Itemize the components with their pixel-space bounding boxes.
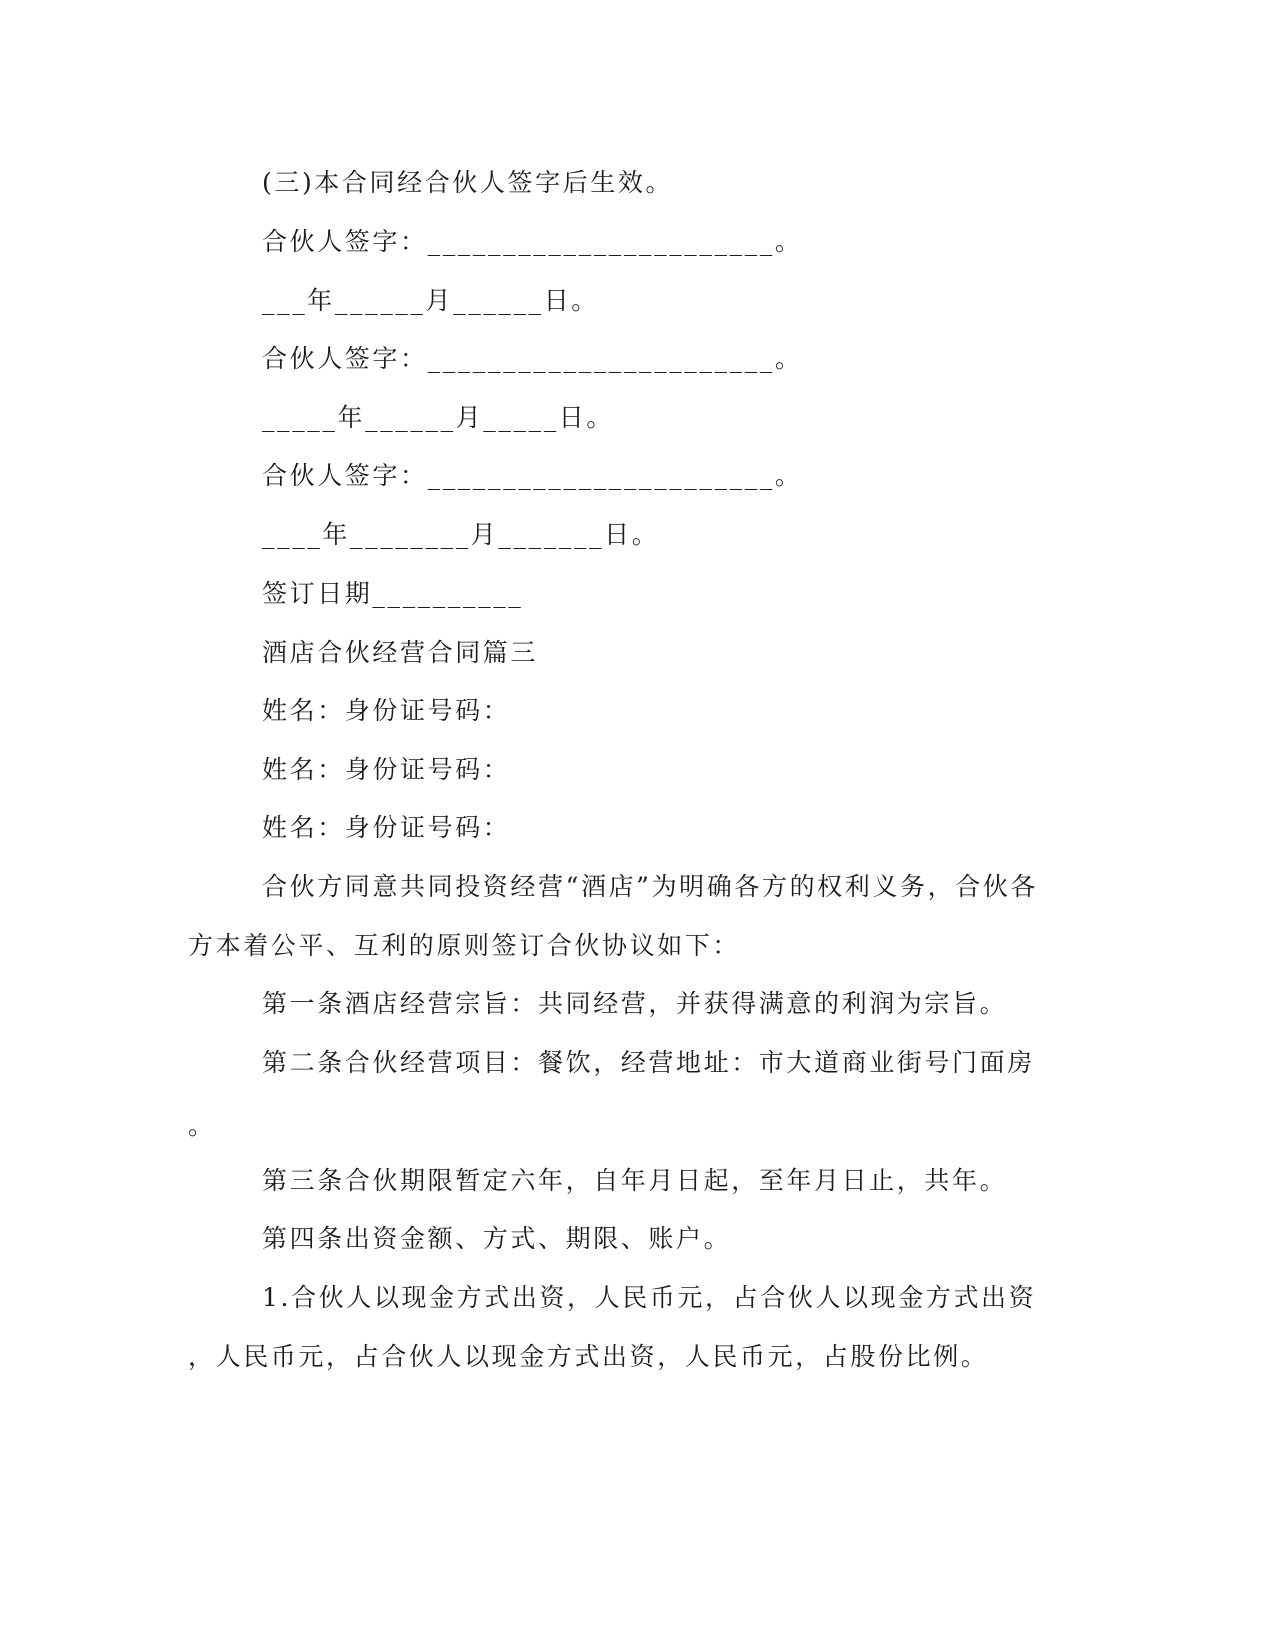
article-4-item-1: 1.合伙人以现金方式出资，人民币元，占合伙人以现金方式出资 (262, 1283, 1037, 1312)
article-3: 第三条合伙期限暂定六年，自年月日起，至年月日止，共年。 (262, 1166, 1008, 1195)
preamble-line-1: 合伙方同意共同投资经营“酒店”为明确各方的权利义务，合伙各 (262, 872, 1038, 901)
article-4: 第四条出资金额、方式、期限、账户。 (262, 1224, 732, 1253)
party-info-line-3: 姓名：身份证号码： (262, 813, 511, 842)
partner-signature-line-1: 合伙人签字：_______________________。 (262, 227, 803, 256)
party-info-line-2: 姓名：身份证号码： (262, 755, 511, 784)
clause-effective: (三)本合同经合伙人签字后生效。 (262, 168, 674, 197)
article-2: 第二条合伙经营项目：餐饮，经营地址：市大道商业街号门面房 (262, 1048, 1035, 1077)
date-line-3: ____年________月_______日。 (262, 520, 660, 549)
article-2-continuation: 。 (188, 1111, 216, 1140)
preamble-line-2: 方本着公平、互利的原则签订合伙协议如下： (188, 931, 741, 960)
date-line-1: ___年______月______日。 (262, 286, 599, 315)
article-1: 第一条酒店经营宗旨：共同经营，并获得满意的利润为宗旨。 (262, 989, 1008, 1018)
partner-signature-line-2: 合伙人签字：_______________________。 (262, 344, 803, 373)
date-line-2: _____年______月_____日。 (262, 403, 615, 432)
signing-date-line: 签订日期__________ (262, 579, 524, 608)
section-heading: 酒店合伙经营合同篇三 (262, 638, 539, 667)
partner-signature-line-3: 合伙人签字：_______________________。 (262, 461, 803, 490)
party-info-line-1: 姓名：身份证号码： (262, 696, 511, 725)
article-4-item-1-continuation: ，人民币元，占合伙人以现金方式出资，人民币元，占股份比例。 (188, 1342, 989, 1371)
